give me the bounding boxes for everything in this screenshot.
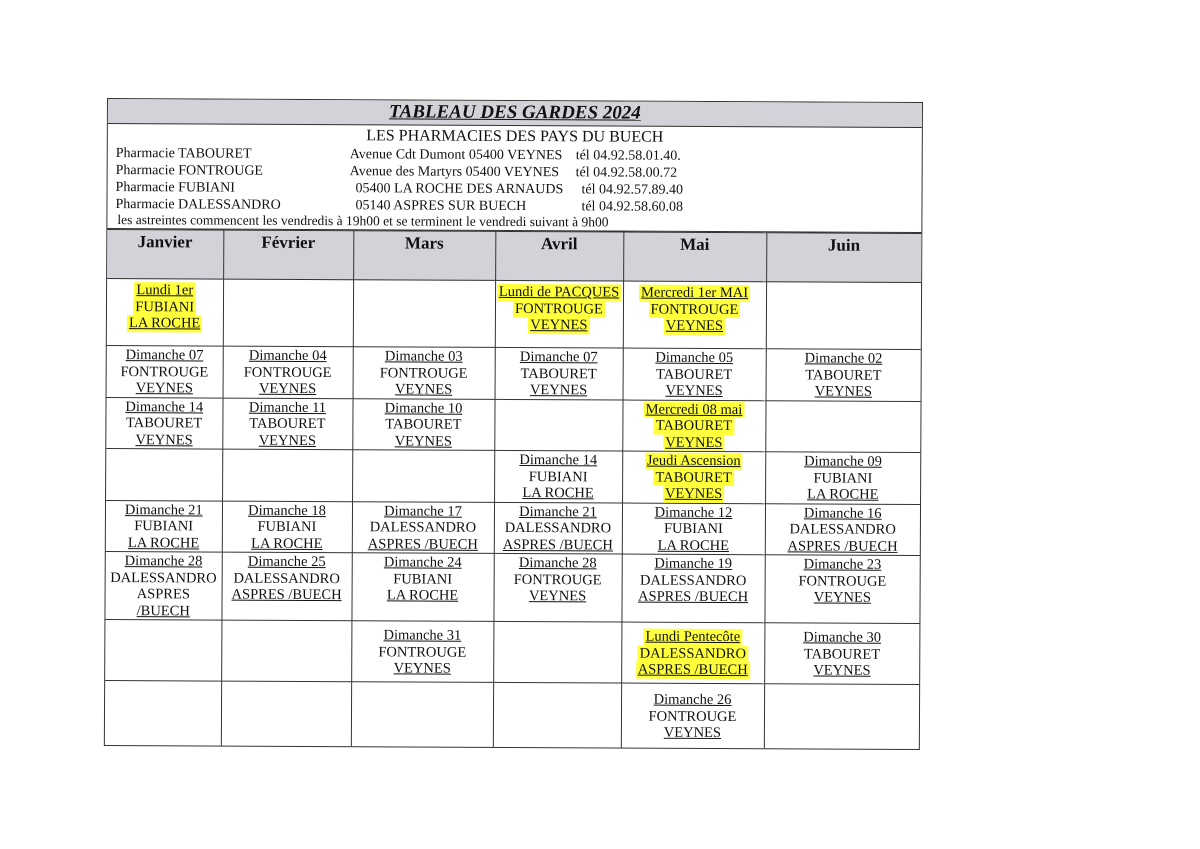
duty-town: LA ROCHE [657, 537, 730, 554]
duty-town: VEYNES [663, 724, 722, 742]
duty-table [105, 229, 922, 749]
duty-date: Dimanche 16 [803, 504, 882, 522]
empty-cell [493, 682, 621, 747]
duty-pharmacy: FONTROUGE [120, 363, 209, 380]
duty-town: VEYNES [135, 380, 193, 397]
duty-cell [495, 347, 623, 399]
pharmacy-name: Pharmacie FONTROUGE [115, 163, 264, 179]
duty-date: Dimanche 23 [803, 556, 882, 573]
duty-pharmacy: FONTROUGE [378, 643, 467, 661]
duty-row [105, 619, 919, 684]
empty-cell [221, 681, 351, 746]
duty-pharmacy: FUBIANI [257, 518, 317, 536]
duty-town: ASPRES [136, 586, 190, 603]
pharmacy-address: Avenue Cdt Dumont 05400 VEYNES [349, 147, 563, 164]
duty-cell [622, 503, 765, 555]
duty-date: Lundi 1er [134, 282, 195, 299]
month-header-row [107, 230, 921, 283]
duty-date: Dimanche 24 [383, 554, 462, 571]
duty-pharmacy: DALESSANDRO [110, 569, 217, 587]
duty-town: VEYNES [394, 432, 452, 450]
empty-cell [351, 682, 493, 747]
duty-cell [351, 621, 493, 683]
duty-cell [765, 503, 920, 555]
duty-town: LA ROCHE [522, 485, 594, 502]
duty-cell [105, 551, 221, 620]
duty-cell [623, 281, 766, 349]
duty-date: Dimanche 14 [125, 398, 204, 415]
duty-cell [765, 452, 920, 504]
pharmacy-info [107, 124, 922, 233]
duty-cell [621, 554, 764, 623]
empty-cell [765, 400, 920, 452]
duty-town: ASPRES /BUECH [636, 662, 750, 679]
duty-pharmacy: TABOURET [805, 366, 882, 384]
duty-cell [106, 500, 222, 552]
month-header: Avril [495, 231, 623, 281]
duty-town: VEYNES [813, 662, 871, 679]
duty-pharmacy: FONTROUGE [513, 300, 605, 317]
duty-cell [223, 346, 353, 398]
empty-cell [494, 399, 622, 451]
duty-cell [352, 398, 494, 450]
duty-pharmacy: TABOURET [520, 365, 597, 382]
empty-cell [352, 450, 494, 502]
duty-date: Dimanche 03 [384, 348, 463, 365]
empty-cell [106, 449, 222, 501]
duty-cell [495, 280, 623, 348]
subtitle: LES PHARMACIES DES PAYS DU BUECH [366, 127, 664, 146]
duty-schedule-sheet [104, 98, 923, 750]
duty-town: LA ROCHE [127, 315, 202, 332]
duty-town: VEYNES [258, 380, 317, 398]
duty-town: VEYNES [663, 486, 724, 503]
empty-cell [221, 620, 351, 682]
month-header: Février [223, 230, 353, 280]
duty-row [106, 449, 920, 504]
month-header: Janvier [107, 230, 223, 280]
pharmacy-phone: tél 04.92.57.89.40 [581, 182, 684, 198]
duty-pharmacy: DALESSANDRO [369, 519, 477, 536]
duty-town: VEYNES [665, 382, 723, 400]
duty-pharmacy: FONTROUGE [648, 708, 737, 725]
duty-pharmacy: FUBIANI [134, 518, 194, 535]
duty-row [107, 279, 921, 350]
duty-date: Dimanche 04 [248, 347, 327, 365]
duty-cell [222, 501, 352, 553]
duty-town: VEYNES [528, 588, 587, 605]
duty-cell [766, 349, 921, 401]
duty-pharmacy: DALESSANDRO [233, 570, 340, 587]
month-header: Mai [623, 232, 766, 282]
duty-cell [622, 451, 765, 503]
duty-town: LA ROCHE [251, 535, 323, 552]
duty-date: Dimanche 18 [248, 502, 326, 519]
duty-date: Dimanche 21 [519, 503, 597, 520]
duty-town: VEYNES [393, 660, 451, 677]
duty-pharmacy: FUBIANI [813, 469, 873, 487]
duty-cell [493, 553, 621, 622]
duty-cell [107, 346, 223, 398]
duty-cell [764, 623, 919, 685]
duty-date: Lundi Pentecôte [644, 629, 743, 646]
duty-date: Mercredi 08 mai [644, 401, 745, 418]
empty-cell [353, 280, 495, 348]
duty-pharmacy: FUBIANI [133, 299, 196, 316]
duty-date: Dimanche 28 [124, 553, 203, 570]
duty-date: Dimanche 21 [124, 501, 203, 518]
duty-cell [352, 501, 494, 553]
duty-town: VEYNES [529, 382, 588, 399]
pharmacy-address: Avenue des Martyrs 05400 VEYNES [349, 164, 560, 181]
month-header: Juin [766, 233, 921, 283]
duty-town: ASPRES /BUECH [367, 535, 478, 553]
duty-cell [621, 622, 764, 684]
empty-cell [493, 621, 621, 683]
duty-date: Mercredi 1er MAI [639, 285, 750, 302]
duty-date: Dimanche 02 [804, 350, 883, 367]
duty-pharmacy: FONTROUGE [649, 301, 741, 318]
duty-cell [353, 347, 495, 399]
duty-cell [621, 683, 764, 748]
duty-date: Dimanche 17 [384, 502, 462, 520]
duty-town: LA ROCHE [127, 534, 200, 551]
duty-date: Dimanche 07 [519, 349, 598, 366]
duty-pharmacy: DALESSANDRO [639, 572, 747, 589]
duty-pharmacy: TABOURET [385, 416, 462, 433]
duty-row [106, 500, 920, 555]
duty-town: ASPRES /BUECH [787, 537, 898, 555]
duty-pharmacy: TABOURET [654, 418, 734, 435]
page-title: TABLEAU DES GARDES 2024 [388, 101, 641, 124]
month-header: Mars [353, 231, 495, 281]
duty-date: Dimanche 11 [248, 399, 327, 416]
pharmacy-address: 05400 LA ROCHE DES ARNAUDS [355, 181, 564, 198]
duty-town: VEYNES [663, 434, 724, 451]
duty-pharmacy: FUBIANI [393, 570, 453, 588]
duty-town: VEYNES [814, 383, 872, 400]
duty-town: LA ROCHE [807, 486, 879, 503]
duty-date: Dimanche 12 [654, 504, 733, 521]
duty-pharmacy: TABOURET [249, 415, 326, 433]
duty-town: VEYNES [258, 432, 316, 449]
duty-cell [764, 555, 919, 624]
duty-date: Dimanche 26 [653, 691, 732, 709]
duty-town: VEYNES [664, 318, 725, 335]
duty-row [105, 551, 919, 623]
duty-date: Lundi de PACQUES [497, 284, 621, 301]
duty-town: VEYNES [813, 589, 871, 606]
duty-date: Jeudi Ascension [645, 453, 743, 470]
pharmacy-phone: tél 04.92.58.00.72 [575, 165, 678, 181]
duty-date: Dimanche 14 [519, 452, 598, 469]
duty-date: Dimanche 19 [654, 555, 733, 573]
duty-town: VEYNES [528, 317, 589, 334]
empty-cell [222, 449, 352, 501]
duty-pharmacy: FONTROUGE [379, 364, 468, 382]
duty-pharmacy: FONTROUGE [798, 572, 887, 590]
duty-row [105, 680, 919, 748]
duty-pharmacy: FUBIANI [663, 520, 723, 538]
duty-town: VEYNES [135, 431, 193, 448]
empty-cell [764, 684, 919, 749]
duty-town: ASPRES /BUECH [231, 586, 342, 604]
duty-town: VEYNES [394, 381, 453, 398]
duty-pharmacy: DALESSANDRO [789, 521, 896, 538]
duty-town: ASPRES /BUECH [502, 536, 613, 553]
empty-cell [223, 279, 353, 347]
duty-town: LA ROCHE [386, 587, 459, 604]
pharmacy-address: 05140 ASPRES SUR BUECH [355, 198, 527, 215]
duty-pharmacy: TABOURET [654, 469, 734, 486]
duty-cell [222, 398, 352, 450]
duty-cell [494, 450, 622, 502]
duty-date: Dimanche 05 [655, 349, 734, 367]
duty-date: Dimanche 09 [804, 453, 882, 470]
duty-pharmacy: FONTROUGE [513, 571, 602, 588]
duty-pharmacy: FONTROUGE [243, 364, 332, 381]
duty-row [107, 346, 921, 401]
pharmacy-phone: tél 04.92.58.60.08 [581, 199, 684, 215]
pharmacy-name: Pharmacie FUBIANI [115, 180, 235, 196]
duty-date: Dimanche 30 [803, 629, 882, 646]
duty-pharmacy: FUBIANI [528, 468, 588, 485]
duty-cell [494, 502, 622, 554]
duty-cell [623, 348, 766, 400]
duty-cell [106, 397, 222, 449]
duty-hours-note: les astreintes commencent les vendredis à 19h00 et se terminent le vendredi suivant à 9h00 [117, 212, 609, 230]
duty-town: /BUECH [136, 602, 190, 619]
duty-date: Dimanche 07 [125, 347, 204, 364]
duty-date: Dimanche 28 [518, 555, 597, 572]
pharmacy-name: Pharmacie DALESSANDRO [115, 197, 281, 213]
empty-cell [105, 680, 221, 745]
duty-row [106, 397, 920, 452]
duty-pharmacy: DALESSANDRO [638, 645, 748, 662]
duty-pharmacy: TABOURET [803, 645, 881, 663]
duty-date: Dimanche 31 [383, 627, 462, 644]
pharmacy-phone: tél 04.92.58.01.40. [575, 148, 681, 164]
empty-cell [766, 282, 921, 350]
duty-pharmacy: TABOURET [656, 366, 733, 383]
duty-town: ASPRES /BUECH [638, 588, 749, 606]
duty-cell [221, 552, 351, 621]
duty-cell [351, 553, 493, 622]
duty-pharmacy: TABOURET [126, 415, 203, 432]
pharmacy-name: Pharmacie TABOURET [115, 146, 252, 162]
duty-cell [622, 400, 765, 452]
duty-date: Dimanche 25 [247, 553, 326, 571]
duty-cell [107, 279, 223, 347]
duty-pharmacy: DALESSANDRO [504, 519, 612, 537]
duty-date: Dimanche 10 [384, 399, 463, 417]
empty-cell [105, 619, 221, 681]
